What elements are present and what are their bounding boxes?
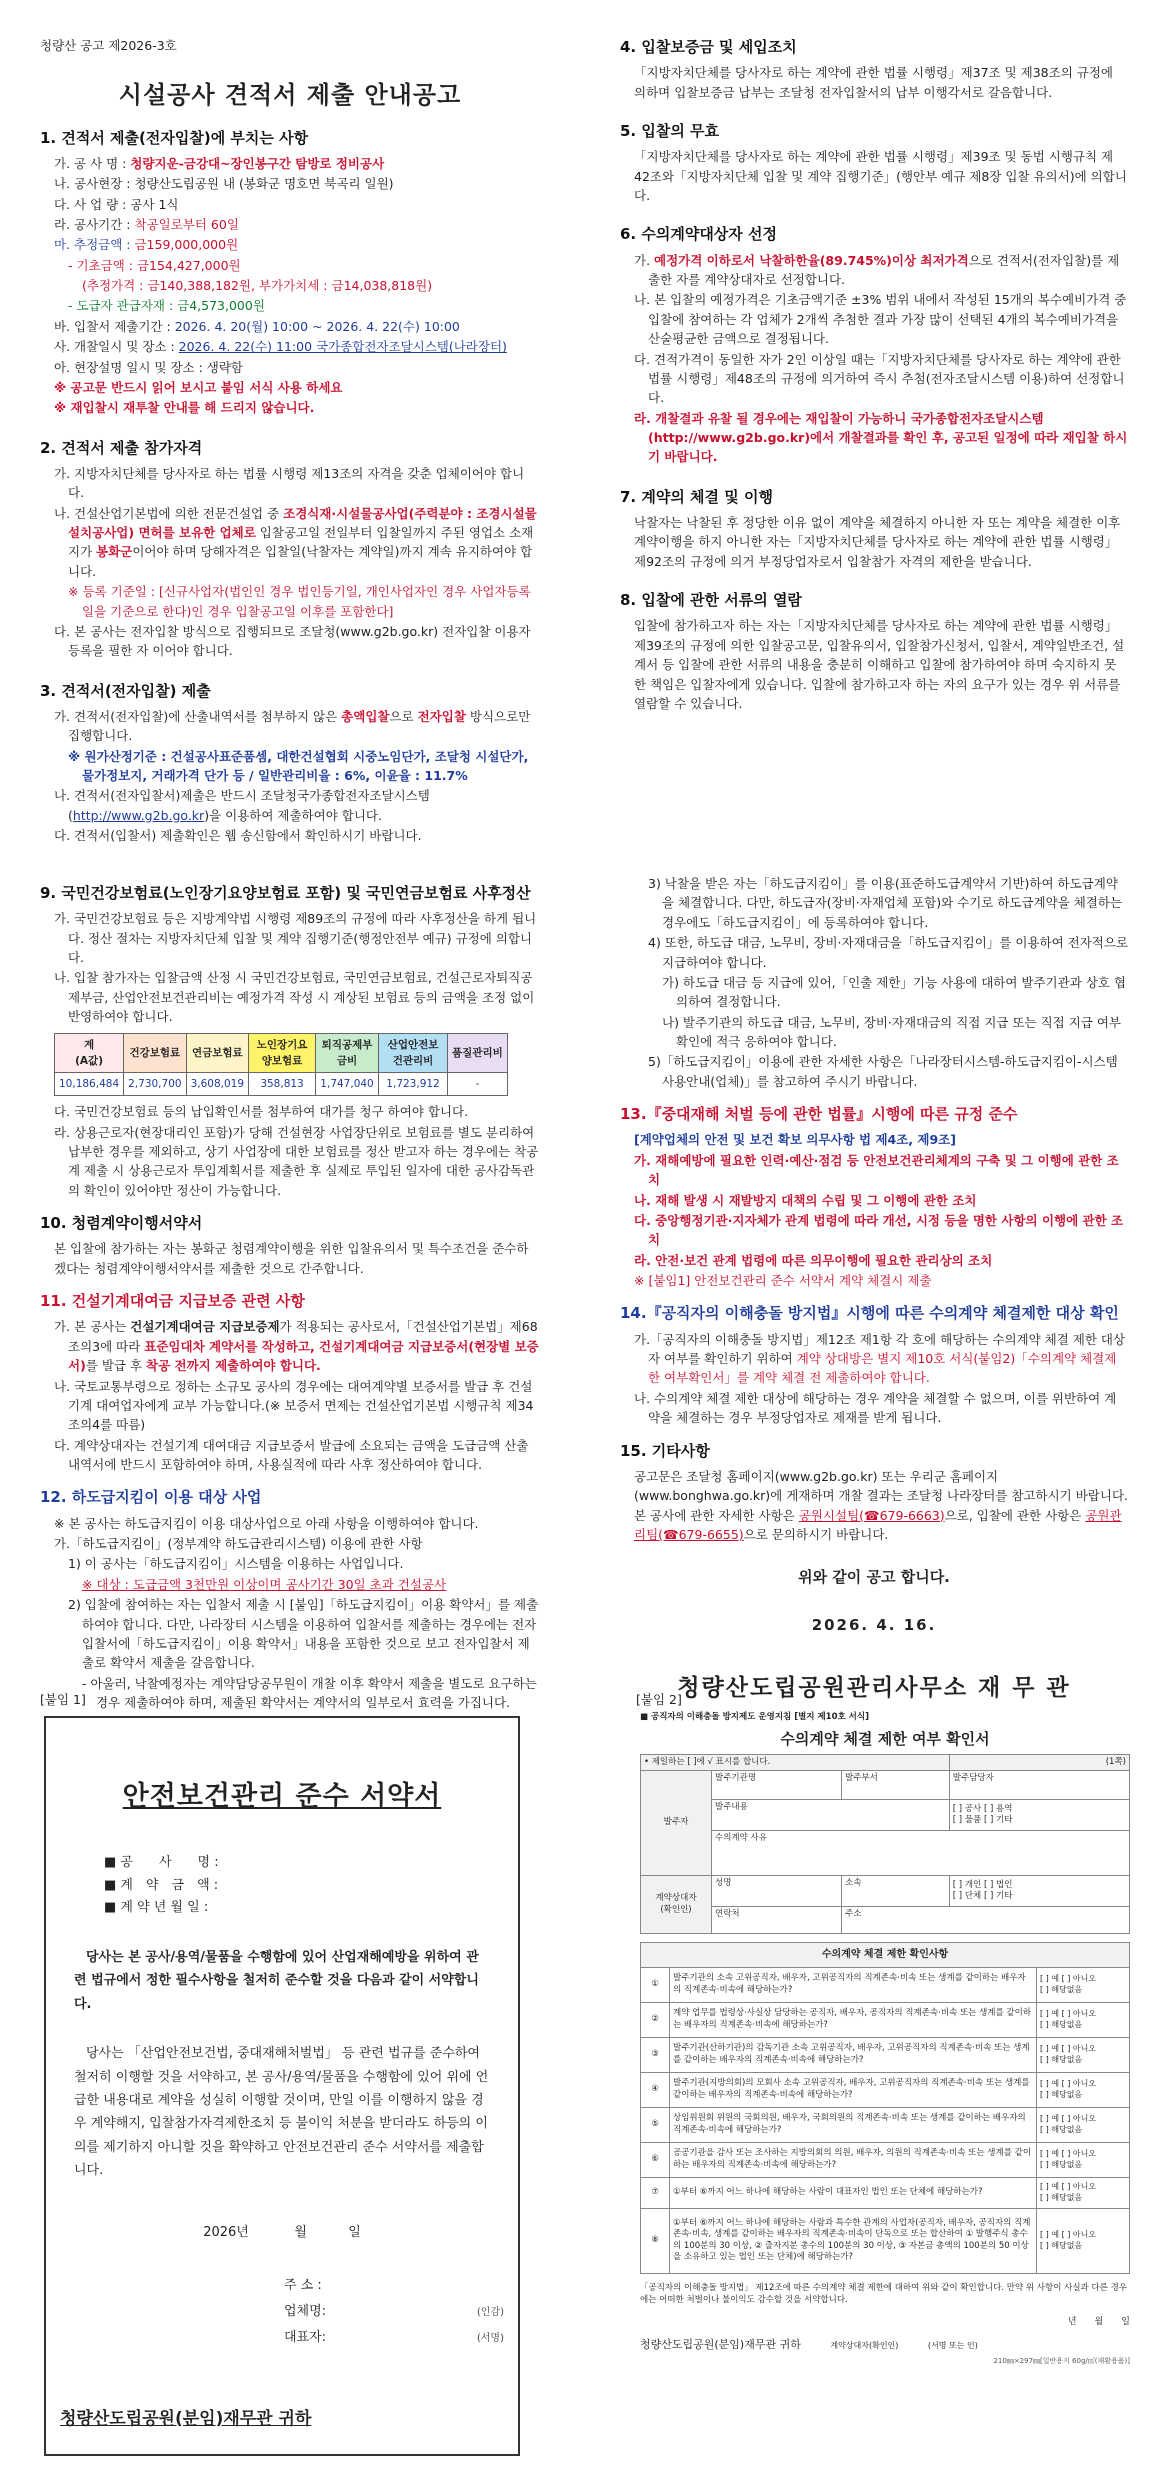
pledge-field-project: ■ 공 사 명 : xyxy=(104,1854,219,1870)
form-signature: (서명 또는 인) xyxy=(927,2341,978,2351)
section-4-heading: 4. 입찰보증금 및 세입조치 xyxy=(620,38,797,56)
s1-site-briefing: 아. 현장설명 일시 및 장소 : 생략함 xyxy=(54,359,244,375)
section-15-heading: 15. 기타사항 xyxy=(620,1441,710,1460)
right-column-middle xyxy=(620,870,1128,1706)
s3-item-1: 가. 견적서(전자입찰)에 산출내역서를 첨부하지 않은 총액입찰으로 전자입찰 방식으로만 집행합니다. xyxy=(54,708,531,744)
check-answer[interactable]: [ ] 예 [ ] 아니오 [ ] 해당없음 xyxy=(1037,2037,1130,2072)
s2-item-1: 가. 지방자치단체를 당사자로 하는 법률 시행령 제13조의 자격을 갖춘 업체이어야 합니다. xyxy=(54,465,525,501)
section-6-heading: 6. 수의계약대상자 선정 xyxy=(620,225,777,244)
s1-note-rebid: ※ 재입찰시 재투찰 안내를 해 드리지 않습니다. xyxy=(54,400,315,416)
contractor-label: 계약상대자 (확인인) xyxy=(641,1876,712,1934)
ins-header-care: 노인장기요양보험료 xyxy=(249,1033,316,1073)
s12-target: ※ 대상 : 도급금액 3천만원 이상이며 공사기간 30일 초과 건설공사 xyxy=(82,1576,447,1592)
s15-text: 공고문은 조달청 홈페이지(www.g2b.go.kr) 또는 우리군 홈페이지(www.bonghwa.go.kr)에 게재하며 개찰 결과는 조달청 나라장터를 참고하시기 바랍니다. 본 공사에 관한 자세한 사항은 공원시설팀(☎679-6663)으로, 입찰에 관한 사항은 공원관리팀(☎679-6655)으로 문의하시기 바랍니다. xyxy=(634,1468,1128,1542)
ins-value-safety: 1,723,912 xyxy=(379,1073,448,1096)
s9-item-4: 라. 상용근로자(현장대리인 포함)가 당해 건설현장 사업장단위로 보험료를 별도 분리하여 납부한 경우를 제외하고, 상기 사업장에 대한 보험료를 정산 받고자 하는 경우에는 착공계 제출 시 상용근로자 투입계획서를 제출한 후 실제로 투입된 일자에 대한 공사감독관의 확인이 있어야만 정산이 가능합니다. xyxy=(54,1124,539,1198)
section-8-heading: 8. 입찰에 관한 서류의 열람 xyxy=(620,591,802,610)
ins-value-health: 2,730,700 xyxy=(124,1073,186,1096)
pledge-signature-block: 주 소 : 업체명: (인감) 대표자: (서명) xyxy=(284,2277,504,2345)
section-11-heading: 11. 건설기계대여금 지급보증 관련 사항 xyxy=(40,1292,305,1311)
ins-header-retire: 퇴직공제부금비 xyxy=(316,1033,379,1073)
s6-item-1: 가. 예정가격 이하로서 낙찰하한율(89.745%)이상 최저가격으로 견적서(전자입찰)를 제출한 자를 계약상대자로 선정합니다. xyxy=(634,252,1120,287)
page-title: 시설공사 견적서 제출 안내공고 xyxy=(118,81,462,110)
s13-item-1: 가. 재해예방에 필요한 인력·예산·점검 등 안전보건관리체계의 구축 및 그 이행에 관한 조치 xyxy=(634,1152,1119,1188)
s1-note-form: ※ 공고문 반드시 읽어 보시고 붙임 서식 사용 하세요 xyxy=(54,379,343,395)
s9-item-2: 나. 입찰 참가자는 입찰금액 산정 시 국민건강보험료, 국민연금보험료, 건설근로자퇴직공제부금, 산업안전보건관리비는 예정가격 작성 시 계상된 보험료 등의 금액을 조정 없이 반영하여야 합니다. xyxy=(54,970,535,1025)
pledge-addressee: 청량산도립공원(분임)재무관 귀하 xyxy=(60,2408,312,2429)
s12-item-5: 5)「하도급지킴이」이용에 관한 자세한 사항은「나라장터시스템-하도급지킴이-시스템 사용안내(업체)」를 참고하여 주시기 바랍니다. xyxy=(648,1054,1118,1089)
check-answer[interactable]: [ ] 예 [ ] 아니오 [ ] 해당없음 xyxy=(1037,2208,1130,2273)
form-page-number: (1쪽) xyxy=(949,1754,1129,1770)
orderer-content: 발주내용 xyxy=(712,1800,950,1831)
orderer-label: 발주자 xyxy=(641,1771,712,1876)
s11-item-3: 다. 계약상대자는 건설기계 대여대금 지급보증서 발급에 소요되는 금액을 도급금액 산출내역서에 반드시 포함하여야 하며, 사용실적에 따라 사후 정산하여야 합니다. xyxy=(54,1437,529,1473)
orderer-manager: 발주담당자 xyxy=(949,1771,1129,1800)
pledge-paragraph-2: 당사는 「산업안전보건법, 중대재해처벌법」 등 관련 법규를 준수하여 철저히 이행할 것을 서약하고, 본 공사/용역/물품을 수행함에 있어 위에 언급한 내용대로 계약을 성실히 이행할 것이며, 만일 이를 이행하지 않을 경우 계약해지, 입찰참가자격제한조치 등 불이익 처분을 받더라도 하등의 이의를 제기하지 아니할 것을 확약하고 안전보건관리 준수 서약서를 제출합니다. xyxy=(74,2046,489,2179)
pledge-date-line: 2026년 월 일 xyxy=(203,2224,361,2240)
s4-text: 「지방자치단체를 당사자로 하는 계약에 관한 법률 시행령」제37조 및 제38조의 규정에 의하며 입찰보증금 납부는 조달청 전자입찰서의 납부 이행각서로 갈음합니다. xyxy=(634,65,1113,100)
ins-header-safety: 산업안전보건관리비 xyxy=(379,1033,448,1073)
s10-text: 본 입찰에 참가하는 자는 봉화군 청렴계약이행을 위한 입찰유의서 및 특수조건을 준수하겠다는 청렴계약이행서약서를 제출한 것으로 간주합니다. xyxy=(54,1241,529,1276)
s11-item-2: 나. 국토교통부령으로 정하는 소규모 공사의 경우에는 대여계약별 보증서를 발급 후 건설기계 대여업자에게 교부 가능합니다.(※ 보증서 면제는 건설산업기본법 시행규칙 제34조의4를 따름) xyxy=(54,1378,534,1433)
s2-item-2: 나. 건설산업기본법에 의한 전문건설업 중 조경식재·시설물공사업(주력분야 : 조경시설물설치공사업) 면허를 보유한 업체로 입찰공고일 전일부터 입찰일까지 주된 영업소 소재지가 봉화군이어야 하며 당해자격은 입찰일(낙찰자는 계약일)까지 계속 유지하여야 합니다. xyxy=(54,505,537,579)
check-row: ④ 발주기관(지방의회)의 모회사 소속 고위공직자, 배우자, 고위공직자의 직계존속·비속 또는 생계를 같이하는 배우자의 직계존속·비속에 해당하는가? [ ] 예 [ ] 아니오 [ ] 해당없음 xyxy=(641,2072,1130,2107)
ins-value-retire: 1,747,040 xyxy=(316,1073,379,1096)
form-addressee: 청량산도립공원(분임)재무관 귀하 xyxy=(640,2338,801,2352)
check-row: ② 계약 업무를 법령상·사실상 담당하는 공직자, 배우자, 공직자의 직계존속·비속 또는 생계를 같이하는 배우자의 직계존속·비속에 해당하는가? [ ] 예 [ ] 아니오 [ ] 해당없음 xyxy=(641,2002,1130,2037)
ins-value-pension: 3,608,019 xyxy=(186,1073,248,1096)
check-row: ⑤ 상임위원회 위원의 국회의원, 배우자, 국회의원의 직계존속·비속 또는 생계를 같이하는 배우자의 직계존속·비속에 해당하는가? [ ] 예 [ ] 아니오 [ ] 해당없음 xyxy=(641,2107,1130,2142)
form-footer xyxy=(640,2338,1130,2353)
contractor-affiliation: 소속 xyxy=(841,1876,949,1907)
contractor-name: 성명 xyxy=(712,1876,842,1907)
check-answer[interactable]: [ ] 예 [ ] 아니오 [ ] 해당없음 xyxy=(1037,2002,1130,2037)
section-5-heading: 5. 입찰의 무효 xyxy=(620,122,720,140)
issuing-organization: 청량산도립공원관리사무소 재 무 관 xyxy=(677,1674,1071,1701)
check-row: ① 발주기관의 소속 고위공직자, 배우자, 고위공직자의 직계존속·비속 또는 생계를 같이하는 배우자의 직계존속·비속에 해당하는가? [ ] 예 [ ] 아니오 [ ] 해당없음 xyxy=(641,1967,1130,2002)
form-contractor: 계약상대자(확인인) xyxy=(830,2341,899,2351)
s2-item-3: 다. 본 공사는 전자입찰 방식으로 집행되므로 조달청(www.g2b.go.kr) 전자입찰 이용자 등록을 필한 자 이어야 합니다. xyxy=(54,623,531,659)
check-row: ⑧ ①부터 ⑥까지 어느 하나에 해당하는 사람과 특수한 관계의 사업자(공직자, 배우자, 공직자의 직계존속·비속, 생계를 같이하는 배우자의 직계존속·비속이 단독으로 또는 합산하여 ① 발행주식 총수의 100분의 30 이상, ② 출자지분 총수의 100분의 30 이상, ③ 자본금 총액의 100분의 50 이상을 소유하고 있는 법인 또는 단체)에 해당하는가? [ ] 예 [ ] 아니오 [ ] 해당없음 xyxy=(641,2208,1130,2273)
s12-item-a: 가.「하도급지킴이」(정부계약 하도급관리시스템) 이용에 관한 사항 xyxy=(54,1536,423,1552)
s6-item-4: 라. 개찰결과 유찰 될 경우에는 재입찰이 가능하니 국가종합전자조달시스템(http://www.g2b.go.kr)에서 개찰결과를 확인 후, 공고된 일정에 따라 재입찰 하시기 바랍니다. xyxy=(634,410,1128,465)
s9-item-3: 다. 국민건강보험료 등의 납입확인서를 첨부하여 대가를 청구 하여야 합니다. xyxy=(54,1104,469,1120)
form-confirmation-note: 「공직자의 이해충돌 방지법」 제12조에 따른 수의계약 체결 제한에 대하여 위와 같이 확인합니다. 만약 위 사항이 사실과 다른 경우에는 어떠한 처벌이나 불이익도 감수할 것을 서약합니다. xyxy=(640,2282,1128,2305)
s12-note: ※ 본 공사는 하도급지킴이 이용 대상사업으로 아래 사항을 이행하여야 합니다. xyxy=(54,1515,479,1531)
check-answer[interactable]: [ ] 예 [ ] 아니오 [ ] 해당없음 xyxy=(1037,2072,1130,2107)
check-row: ⑥ 공공기관을 감사 또는 조사하는 지방의회의 의원, 배우자, 의원의 직계존속·비속 또는 생계를 같이하는 배우자의 직계존속·비속에 해당하는가? [ ] 예 [ ] 아니오 [ ] 해당없음 xyxy=(641,2142,1130,2177)
left-column-middle xyxy=(40,870,540,1713)
contractor-phone: 연락처 xyxy=(712,1907,842,1934)
s9-item-1: 가. 국민건강보험료 등은 지방계약법 시행령 제89조의 규정에 따라 사후정산을 하게 됩니다. 정산 절차는 지방자치단체 입찰 및 계약 집행기준(행정안전부 예규) 규정에 의합니다. xyxy=(54,911,537,965)
s12-item-1: 1) 이 공사는「하도급지킴이」시스템을 이용하는 사업입니다. xyxy=(68,1556,404,1572)
s1-site: 나. 공사현장 : 청량산도립공원 내 (봉화군 명호면 북곡리 일원) xyxy=(54,176,394,192)
section-3-heading: 3. 견적서(전자입찰) 제출 xyxy=(40,681,211,700)
s1-supplied-material: - 도급자 관급자재 : 금4,573,000원 xyxy=(68,298,265,314)
ins-header-health: 건강보험료 xyxy=(124,1033,186,1073)
orderer-agency: 발주기관명 xyxy=(712,1771,842,1800)
pledge-field-amount: ■ 계 약 금 액 : xyxy=(104,1877,219,1893)
s8-text: 입찰에 참가하고자 하는 자는「지방자치단체를 당사자로 하는 계약에 관한 법률 시행령」제39조의 규정에 의한 입찰공고문, 입찰유의서, 입찰참가신청서, 입찰서, 계약일반조건, 설계서 등 입찰에 관한 서류의 내용을 충분히 이해하고 입찰에 참가하여야 하며 숙지하지 못한 책임은 입찰자에게 있습니다. 입찰에 참가하고자 하는 자의 요구가 있는 경우 위 서류를 열람할 수 있습니다. xyxy=(634,618,1125,711)
left-column-top xyxy=(40,36,540,847)
pledge-field-date: ■ 계 약 년 월 일 : xyxy=(104,1900,209,1916)
ins-header-total: 계 (A값) xyxy=(55,1033,124,1073)
g2b-link[interactable]: http://www.g2b.go.kr xyxy=(72,807,205,823)
s1-base-amount: - 기초금액 : 금154,427,000원 xyxy=(68,257,241,273)
section-14-heading: 14.『공직자의 이해충돌 방지법』시행에 따른 수의계약 체결제한 대상 확인 xyxy=(620,1304,1119,1323)
s13-obligations: [계약업체의 안전 및 보건 확보 의무사항 법 제4조, 제9조] xyxy=(634,1132,956,1148)
check-row: ⑦ ①부터 ⑥까지 어느 하나에 해당하는 사람이 대표자인 법인 또는 단체에 해당하는가? [ ] 예 [ ] 아니오 [ ] 해당없음 xyxy=(641,2177,1130,2208)
s12-item-2: 2) 입찰에 참여하는 자는 입찰서 제출 시 [붙임]「하도급지킴이」이용 확약서」를 제출하여야 합니다. 다만, 나라장터 시스템을 이용하여 입찰서를 제출하는 경우에는 전자입찰서에「하도급지킴이」이용 확약서」내용을 포함한 것으로 보고 전자입찰서 제출로 확약서 제출을 갈음합니다. xyxy=(68,1597,539,1671)
attachment-1-label: [붙임 1] xyxy=(40,1692,86,1707)
form-title: 수의계약 체결 제한 여부 확인서 xyxy=(780,1730,990,1749)
check-row: ③ 발주기관(산하기관)의 감독기관 소속 고위공직자, 배우자, 고위공직자의 직계존속·비속 또는 생계를 같이하는 배우자의 직계존속·비속에 해당하는가? [ ] 예 [ ] 아니오 [ ] 해당없음 xyxy=(641,2037,1130,2072)
insurance-table xyxy=(54,1033,508,1097)
s13-note: ※ [붙임1] 안전보건관리 준수 서약서 계약 체결시 제출 xyxy=(634,1273,932,1288)
s1-estimate-detail: (추정가격 : 금140,388,182원, 부가가치세 : 금14,038,818원) xyxy=(82,278,433,294)
s3-cost-basis: ※ 원가산정기준 : 건설공사표준품셈, 대한건설협회 시중노임단가, 조달청 시설단가, 물가정보지, 거래가격 단가 등 / 일반관리비율 : 6%, 이윤율 : 11.7% xyxy=(68,748,529,784)
form-note-top: • 제일하는 [ ]에 √ 표시를 합니다. xyxy=(641,1754,950,1770)
orderer-reason: 수의계약 사유 xyxy=(712,1831,1130,1876)
s1-estimate: 마. 추정금액 : 금159,000,000원 xyxy=(54,237,239,253)
s12-item-4a: 가) 하도급 대금 등 지급에 있어,「인출 제한」기능 사용에 대하여 발주기관과 상호 협의하여 결정합니다. xyxy=(662,974,1126,1010)
s12-item-3: 3) 낙찰을 받은 자는「하도급지킴이」를 이용(표준하도급계약서 기반)하여 하도급계약을 체결합니다. 다만, 하도급자(장비·자재업체 포함)와 수기로 하도급계약을 체결하는 경우에도「하도급지킴이」에 등록하여야 합니다. xyxy=(648,876,1123,930)
s3-item-3: 다. 견적서(입찰서) 제출확인은 웹 송신함에서 확인하시기 바랍니다. xyxy=(54,828,422,844)
check-answer[interactable]: [ ] 예 [ ] 아니오 [ ] 해당없음 xyxy=(1037,2107,1130,2142)
section-10-heading: 10. 청렴계약이행서약서 xyxy=(40,1214,203,1233)
s3-item-2: 나. 견적서(전자입찰서)제출은 반드시 조달청국가종합전자조달시스템(http://www.g2b.go.kr)을 이용하여 제출하여야 합니다. xyxy=(54,788,430,823)
contract-restriction-form xyxy=(640,1712,1130,2367)
s6-item-2: 나. 본 입찰의 예정가격은 기초금액기준 ±3% 범위 내에서 작성된 15개의 복수예비가격 중 입찰에 참여하는 각 업체가 2개씩 추첨한 결과 가장 많이 선택된 4개의 복수예비가격을 산술평균한 금액으로 결정됩니다. xyxy=(634,292,1127,347)
s1-period: 라. 공사기간 : 착공일로부터 60일 xyxy=(54,216,239,232)
section-7-heading: 7. 계약의 체결 및 이행 xyxy=(620,487,773,506)
s14-item-1: 가.「공직자의 이해충돌 방지법」제12조 제1항 각 호에 해당하는 수의계약 체결 제한 대상자 여부를 확인하기 위하여 계약 상대방은 별지 제10호 서식(붙임2)「수의계약 체결제한 여부확인서」를 계약 체결 전 제출하여야 합니다. xyxy=(634,1331,1126,1386)
announcement-date: 2026. 4. 16. xyxy=(811,1615,937,1634)
contractor-type-options[interactable]: [ ] 개인 [ ] 법인 [ ] 단체 [ ] 기타 xyxy=(949,1876,1129,1907)
s1-opening: 사. 개찰일시 및 장소 : 2026. 4. 22(수) 11:00 국가종합전자조달시스템(나라장터) xyxy=(54,339,507,355)
check-answer[interactable]: [ ] 예 [ ] 아니오 [ ] 해당없음 xyxy=(1037,1967,1130,2002)
form-party-table xyxy=(640,1754,1130,1934)
s1-volume: 다. 사 업 량 : 공사 1식 xyxy=(54,196,179,212)
s13-item-3: 다. 중앙행정기관·지자체가 관계 법령에 따라 개선, 시정 등을 명한 사항의 이행에 관한 조치 xyxy=(634,1212,1124,1248)
s6-item-3: 다. 견적가격이 동일한 자가 2인 이상일 때는「지방자치단체를 당사자로 하는 계약에 관한 법률 시행령」제48조의 규정에 의거하여 즉시 추첨(전자조달시스템 이용)하여 선정합니다. xyxy=(634,351,1125,406)
ins-header-pension: 연금보험료 xyxy=(186,1033,248,1073)
orderer-type-options[interactable]: [ ] 공사 [ ] 용역 [ ] 물품 [ ] 기타 xyxy=(949,1800,1129,1831)
section-12-heading: 12. 하도급지킴이 이용 대상 사업 xyxy=(40,1488,262,1507)
s14-item-2: 나. 수의계약 체결 제한 대상에 해당하는 경우 계약을 체결할 수 없으며, 이를 위반하여 계약을 체결하는 경우 부정당업자로 제재를 받게 됩니다. xyxy=(634,1390,1117,1426)
ins-value-quality: - xyxy=(448,1073,508,1096)
attachment-2-label: [붙임 2] xyxy=(636,1692,682,1707)
s12-item-4b: 나) 발주기관의 하도급 대금, 노무비, 장비·자재대금의 직접 지급 또는 직접 지급 여부 확인에 적극 응하여야 합니다. xyxy=(662,1014,1121,1049)
right-column-top xyxy=(620,36,1128,713)
ins-header-quality: 품질관리비 xyxy=(448,1033,508,1073)
s11-item-1: 가. 본 공사는 건설기계대여금 지급보증제가 적용되는 공사로서,「건설산업기본법」제68조의3에 따라 표준임대차 계약서를 작성하고, 건설기계대여금 지급보증서(현장별 보증서)를 발급 후 착공 전까지 제출하여야 합니다. xyxy=(54,1319,539,1374)
s1-project-name: 가. 공 사 명 : 청량지운-금강대~장인봉구간 탐방로 정비공사 xyxy=(54,155,385,171)
contractor-address: 주소 xyxy=(841,1907,1129,1934)
closing-statement: 위와 같이 공고 합니다. xyxy=(798,1568,950,1587)
check-answer[interactable]: [ ] 예 [ ] 아니오 [ ] 해당없음 xyxy=(1037,2177,1130,2208)
form-legal-basis: ■ 공직자의 이해충돌 방지제도 운영지침 [별지 제10호 서식] xyxy=(640,1712,869,1722)
s12-item-4: 4) 또한, 하도급 대금, 노무비, 장비·자재대금을「하도급지킴이」를 이용하여 전자적으로 지급하여야 합니다. xyxy=(648,935,1129,970)
s12-item-2-note: - 아울러, 낙찰예정자는 계약담당공무원이 개찰 이후 확약서 제출을 별도로 요구하는 경우 제출하여야 하며, 제출된 확약서는 계약서의 일부로서 효력을 가집니다. xyxy=(82,1675,537,1711)
safety-pledge-title: 안전보건관리 준수 서약서 xyxy=(122,1781,442,1812)
s7-text: 낙찰자는 낙찰된 후 정당한 이유 없이 계약을 체결하지 아니한 자 또는 계약을 체결한 이후 계약이행을 하지 아니한 자는「지방자치단체를 당사자로 하는 계약에 관한 법률 시행령」제92조의 규정에 의거 부정당업자로서 입찰참가 자격의 제한을 받습니다. xyxy=(634,515,1121,569)
check-table-title: 수의계약 체결 제한 확인사항 xyxy=(641,1943,1130,1968)
pledge-paragraph-1: 당사는 본 공사/용역/물품을 수행함에 있어 산업재해예방을 위하여 관련 법규에서 정한 필수사항을 철저히 준수할 것을 다음과 같이 서약합니다. xyxy=(74,1950,479,2012)
section-9-heading: 9. 국민건강보험료(노인장기요양보험료 포함) 및 국민연금보험료 사후정산 xyxy=(40,884,531,902)
s13-item-4: 라. 안전·보건 관계 법령에 따른 의무이행에 필요한 관리상의 조치 xyxy=(634,1252,993,1268)
ins-value-total: 10,186,484 xyxy=(55,1073,124,1096)
safety-pledge-form xyxy=(44,1716,520,2456)
section-1-heading: 1. 견적서 제출(전자입찰)에 부치는 사항 xyxy=(40,128,309,147)
s1-submission-period: 바. 입찰서 제출기간 : 2026. 4. 20(월) 10:00 ~ 2026. 4. 22(수) 10:00 xyxy=(54,318,460,334)
s13-item-2: 나. 재해 발생 시 재발방지 대책의 수립 및 그 이행에 관한 조치 xyxy=(634,1192,977,1208)
check-answer[interactable]: [ ] 예 [ ] 아니오 [ ] 해당없음 xyxy=(1037,2142,1130,2177)
section-13-heading: 13.『중대재해 처벌 등에 관한 법률』시행에 따른 규정 준수 xyxy=(620,1105,1018,1124)
ins-value-care: 358,813 xyxy=(249,1073,316,1096)
form-date: 년 월 일 xyxy=(1067,2317,1130,2328)
form-check-table xyxy=(640,1942,1130,2274)
s5-text: 「지방자치단체를 당사자로 하는 계약에 관한 법률 시행령」제39조 및 동법 시행규칙 제42조와「지방자치단체 입찰 및 계약 집행기준」(행안부 예규 제8장 입찰 유의서)에 의합니다. xyxy=(634,149,1127,203)
doc-number: 청량산 공고 제2026-3호 xyxy=(40,38,177,53)
section-2-heading: 2. 견적서 제출 참가자격 xyxy=(40,438,203,457)
form-paper-spec: 210㎜×297㎜[일반용지 60g/㎡(재활용품)] xyxy=(993,2357,1130,2366)
orderer-dept: 발주부서 xyxy=(841,1771,949,1800)
s2-note: ※ 등록 기준일 : [신규사업자(법인인 경우 법인등기일, 개인사업자인 경우 사업자등록일을 기준으로 한다)인 경우 입찰공고일 이후를 포함한다] xyxy=(68,584,531,619)
pledge-fields xyxy=(104,1852,518,1920)
